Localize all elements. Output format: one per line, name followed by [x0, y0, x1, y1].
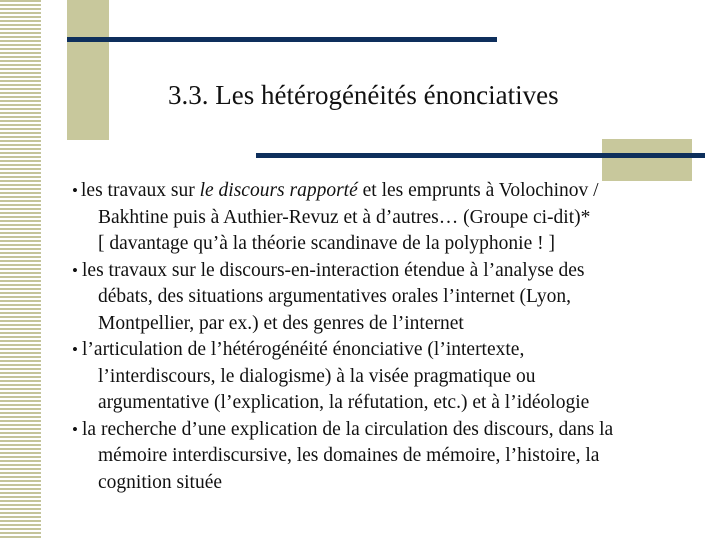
decorative-olive-block-right: [602, 139, 692, 181]
bullet-3-line-1: l’articulation de l’hétérogénéité énonciative (l’intertexte,: [82, 339, 525, 360]
bullet-2-line-2: débats, des situations argumentatives orales l’internet (Lyon,: [98, 286, 571, 307]
bullet-item-4: [72, 417, 700, 497]
bullet-2-line-1: les travaux sur le discours-en-interaction étendue à l’analyse des: [82, 259, 585, 281]
decorative-olive-block-top: [67, 0, 109, 140]
bullet-4-line-1: la recherche d’une explication de la circulation des discours, dans la: [82, 418, 614, 440]
slide-title: 3.3. Les hétérogénéités énonciatives: [168, 80, 559, 110]
decorative-navy-bar-middle: [256, 153, 705, 158]
bullet-2-line-3: Montpellier, par ex.) et des genres de l’internet: [98, 312, 464, 334]
decorative-navy-bar-top: [67, 37, 497, 42]
bullet-3-line-3: argumentative (l’explication, la réfutation, etc.) et à l’idéologie: [98, 392, 590, 413]
decorative-striped-sidebar: [0, 0, 41, 540]
bullet-1-line-2: Bakhtine puis à Authier-Revuz et à d’autres… (Groupe ci-dit)*: [98, 206, 591, 228]
bullet-item-3: [72, 337, 700, 417]
bullet-1-line-3: [ davantage qu’à la théorie scandinave de la polyphonie ! ]: [98, 233, 555, 254]
bullet-marker: •: [72, 419, 78, 439]
bullet-4-line-2: mémoire interdiscursive, les domaines de mémoire, l’histoire, la: [98, 445, 600, 466]
bullet-marker: •: [72, 181, 78, 200]
bullet-list: [72, 178, 700, 496]
bullet-item-1: [72, 178, 700, 258]
bullet-1-lead: les travaux sur: [81, 180, 200, 201]
bullet-4-line-3: cognition située: [98, 471, 223, 493]
bullet-1-line-1: [81, 178, 700, 205]
bullet-1-emphasis: le discours rapporté: [199, 180, 358, 201]
bullet-marker: •: [72, 260, 78, 280]
bullet-marker: •: [72, 340, 78, 359]
bullet-1-rest: et les emprunts à Volochinov /: [357, 180, 599, 201]
bullet-item-2: [72, 258, 700, 338]
bullet-3-line-2: l’interdiscours, le dialogisme) à la visée pragmatique ou: [98, 365, 536, 387]
